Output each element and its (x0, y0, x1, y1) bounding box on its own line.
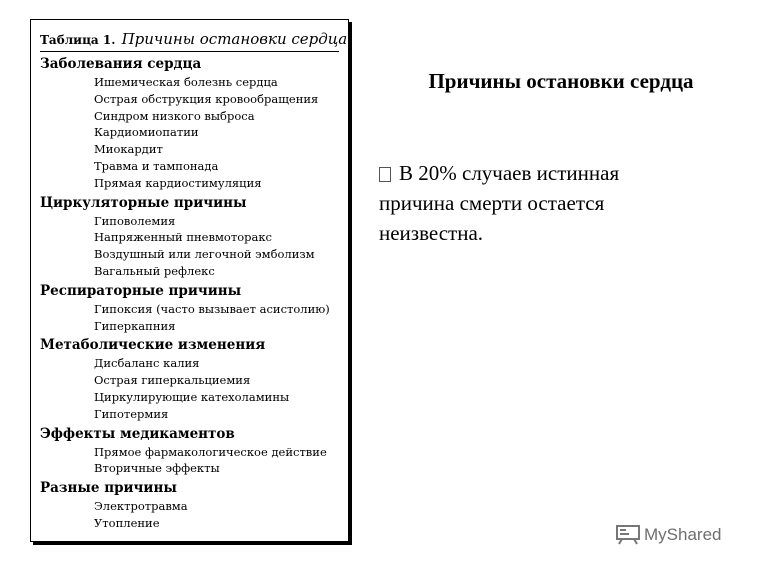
cause-group (40, 55, 339, 192)
logo-text: MyShared (644, 525, 722, 544)
cause-item: Дисбаланс калия (94, 356, 200, 371)
group-title: Разные причины (40, 480, 177, 497)
group-title: Заболевания сердца (40, 56, 202, 72)
bullet-point (379, 158, 629, 248)
caption-divider (40, 51, 339, 52)
cause-item: Травма и тампонада (94, 158, 219, 173)
group-title: Респираторные причины (40, 282, 242, 299)
cause-item: Миокардит (94, 142, 163, 157)
cause-group (40, 425, 339, 478)
cause-item: Гипотермия (94, 406, 169, 421)
cause-item: Гиповолемия (94, 213, 176, 228)
cause-item: Вагальный рефлекс (94, 263, 215, 278)
cause-group (40, 336, 339, 422)
cause-item: Утопление (94, 515, 160, 530)
presentation-board-icon (616, 525, 640, 545)
cause-item: Ишемическая болезнь сердца (94, 75, 278, 89)
table-groups (40, 55, 339, 532)
cause-group (40, 479, 339, 532)
group-title: Метаболические изменения (40, 337, 266, 354)
cause-item: Гипоксия (часто вызывает асистолию) (94, 301, 330, 316)
causes-table (30, 19, 349, 542)
cause-item: Синдром низкого выброса (94, 108, 255, 123)
bullet-box-icon (379, 167, 391, 182)
table-caption-number: Таблица 1. (40, 33, 116, 47)
cause-item: Прямое фармакологическое действие (94, 444, 327, 459)
cause-item: Циркулирующие катехоламины (94, 389, 290, 404)
cause-item: Воздушный или легочной эмболизм (94, 247, 315, 262)
table-caption-title: Причины остановки сердца (121, 30, 348, 48)
group-title: Эффекты медикаментов (40, 425, 235, 442)
cause-group (40, 282, 339, 335)
cause-group (40, 194, 339, 280)
cause-item: Острая обструкция кровообращения (94, 91, 319, 106)
cause-item: Кардиомиопатии (94, 125, 199, 140)
cause-item: Прямая кардиостимуляция (94, 175, 262, 190)
myshared-logo (616, 525, 721, 545)
bullet-text: В 20% случаев истинная причина смерти остается неизвестна. (379, 161, 620, 245)
cause-item: Электротравма (94, 499, 188, 514)
cause-item: Острая гиперкальциемия (94, 373, 251, 388)
table-caption (40, 30, 348, 49)
slide-title: Причины остановки сердца (428, 69, 694, 93)
cause-item: Гиперкапния (94, 318, 176, 333)
cause-item: Вторичные эффекты (94, 461, 220, 476)
group-title: Циркуляторные причины (40, 194, 247, 211)
cause-item: Напряженный пневмоторакс (94, 230, 272, 245)
